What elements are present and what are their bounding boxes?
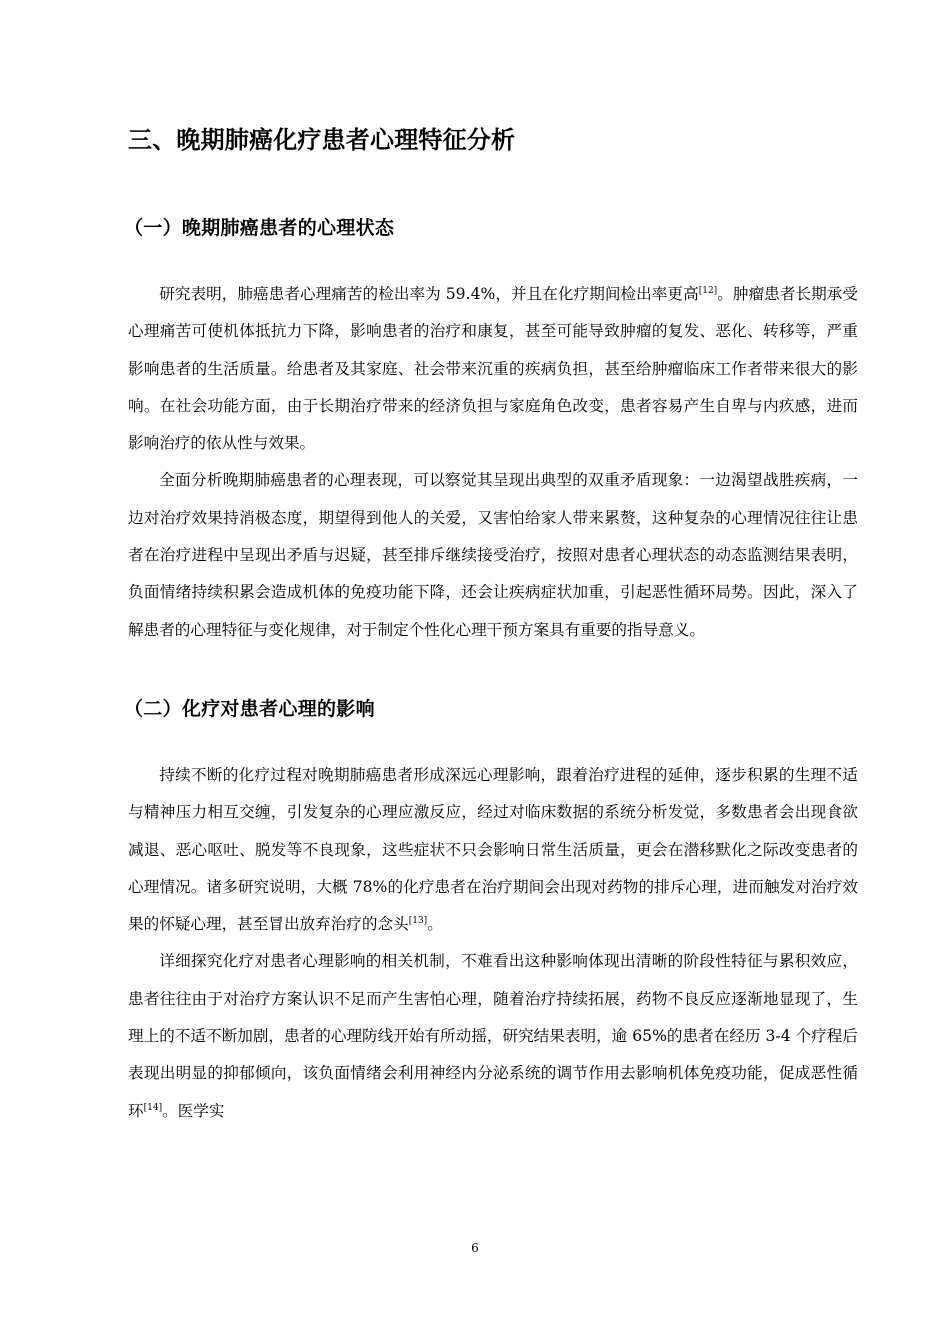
body-paragraph <box>128 276 858 462</box>
section-title: （二）化疗对患者心理的影响 <box>124 697 375 720</box>
paragraph-text: 研究表明，肺癌患者心理痛苦的检出率为 59.4%，并且在化疗期间检出率更高 <box>159 285 699 303</box>
body-paragraph <box>128 757 858 943</box>
paragraph-text: 详细探究化疗对患者心理影响的相关机制，不难看出这种影响体现出清晰的阶段性特征与累积效应，患者往往由于对治疗方案认识不足而产生害怕心理，随着治疗持续拓展，药物不良反应逐渐地显现了，生理上的不适不断加剧，患者的心理防线开始有所动摇，研究结果表明，逾 65%的患者在经历 3-4 个疗程后表现出明显的抑郁倾向，该负面情绪会利用神经内分泌系统的调节作用去影响机体免疫功能，促成恶性循环 <box>128 952 858 1120</box>
section-psychological-state <box>124 210 858 649</box>
citation-ref: [13] <box>408 915 428 926</box>
paragraph-text: 。肿瘤患者长期承受心理痛苦可使机体抵抗力下降，影响患者的治疗和康复，甚至可能导致肿瘤的复发、恶化、转移等，严重影响患者的生活质量。给患者及其家庭、社会带来沉重的疾病负担，甚至给肿瘤临床工作者带来很大的影响。在社会功能方面，由于长期治疗带来的经济负担与家庭角色改变，患者容易产生自卑与内疚感，进而影响治疗的依从性与效果。 <box>128 285 858 453</box>
paragraph-text: 。 <box>427 915 443 934</box>
citation-ref: [12] <box>698 285 718 296</box>
chapter-title: 三、晚期肺癌化疗患者心理特征分析 <box>128 126 516 154</box>
paragraph-text: 持续不断的化疗过程对晚期肺癌患者形成深远心理影响，跟着治疗进程的延伸，逐步积累的生理不适与精神压力相互交缠，引发复杂的心理应激反应，经过对临床数据的系统分析发觉，多数患者会出现食欲减退、恶心呕吐、脱发等不良现象，这些症状不只会影响日常生活质量，更会在潜移默化之际改变患者的心理情况。诸多研究说明，大概 78%的化疗患者在治疗期间会出现对药物的排斥心理，进而触发对治疗效果的怀疑心理，甚至冒出放弃治疗的念头 <box>128 765 858 934</box>
section-title: （一）晚期肺癌患者的心理状态 <box>124 217 395 239</box>
page-content <box>124 116 858 1130</box>
body-paragraph <box>128 943 858 1129</box>
body-paragraph: 全面分析晚期肺癌患者的心理表现，可以察觉其呈现出典型的双重矛盾现象：一边渴望战胜疾病，一边对治疗效果持消极态度，期望得到他人的关爱，又害怕给家人带来累赘，这种复杂的心理情况往往让患者在治疗进程中呈现出矛盾与迟疑，甚至排斥继续接受治疗，按照对患者心理状态的动态监测结果表明，负面情绪持续积累会造成机体的免疫功能下降，还会让疾病症状加重，引起恶性循环局势。因此，深入了解患者的心理特征与变化规律，对于制定个性化心理干预方案具有重要的指导意义。 <box>128 471 858 639</box>
paragraph-text: 。医学实 <box>162 1101 225 1120</box>
page-number: 6 <box>471 1241 479 1255</box>
citation-ref: [14] <box>143 1102 163 1113</box>
section-chemotherapy-impact <box>124 691 858 1130</box>
